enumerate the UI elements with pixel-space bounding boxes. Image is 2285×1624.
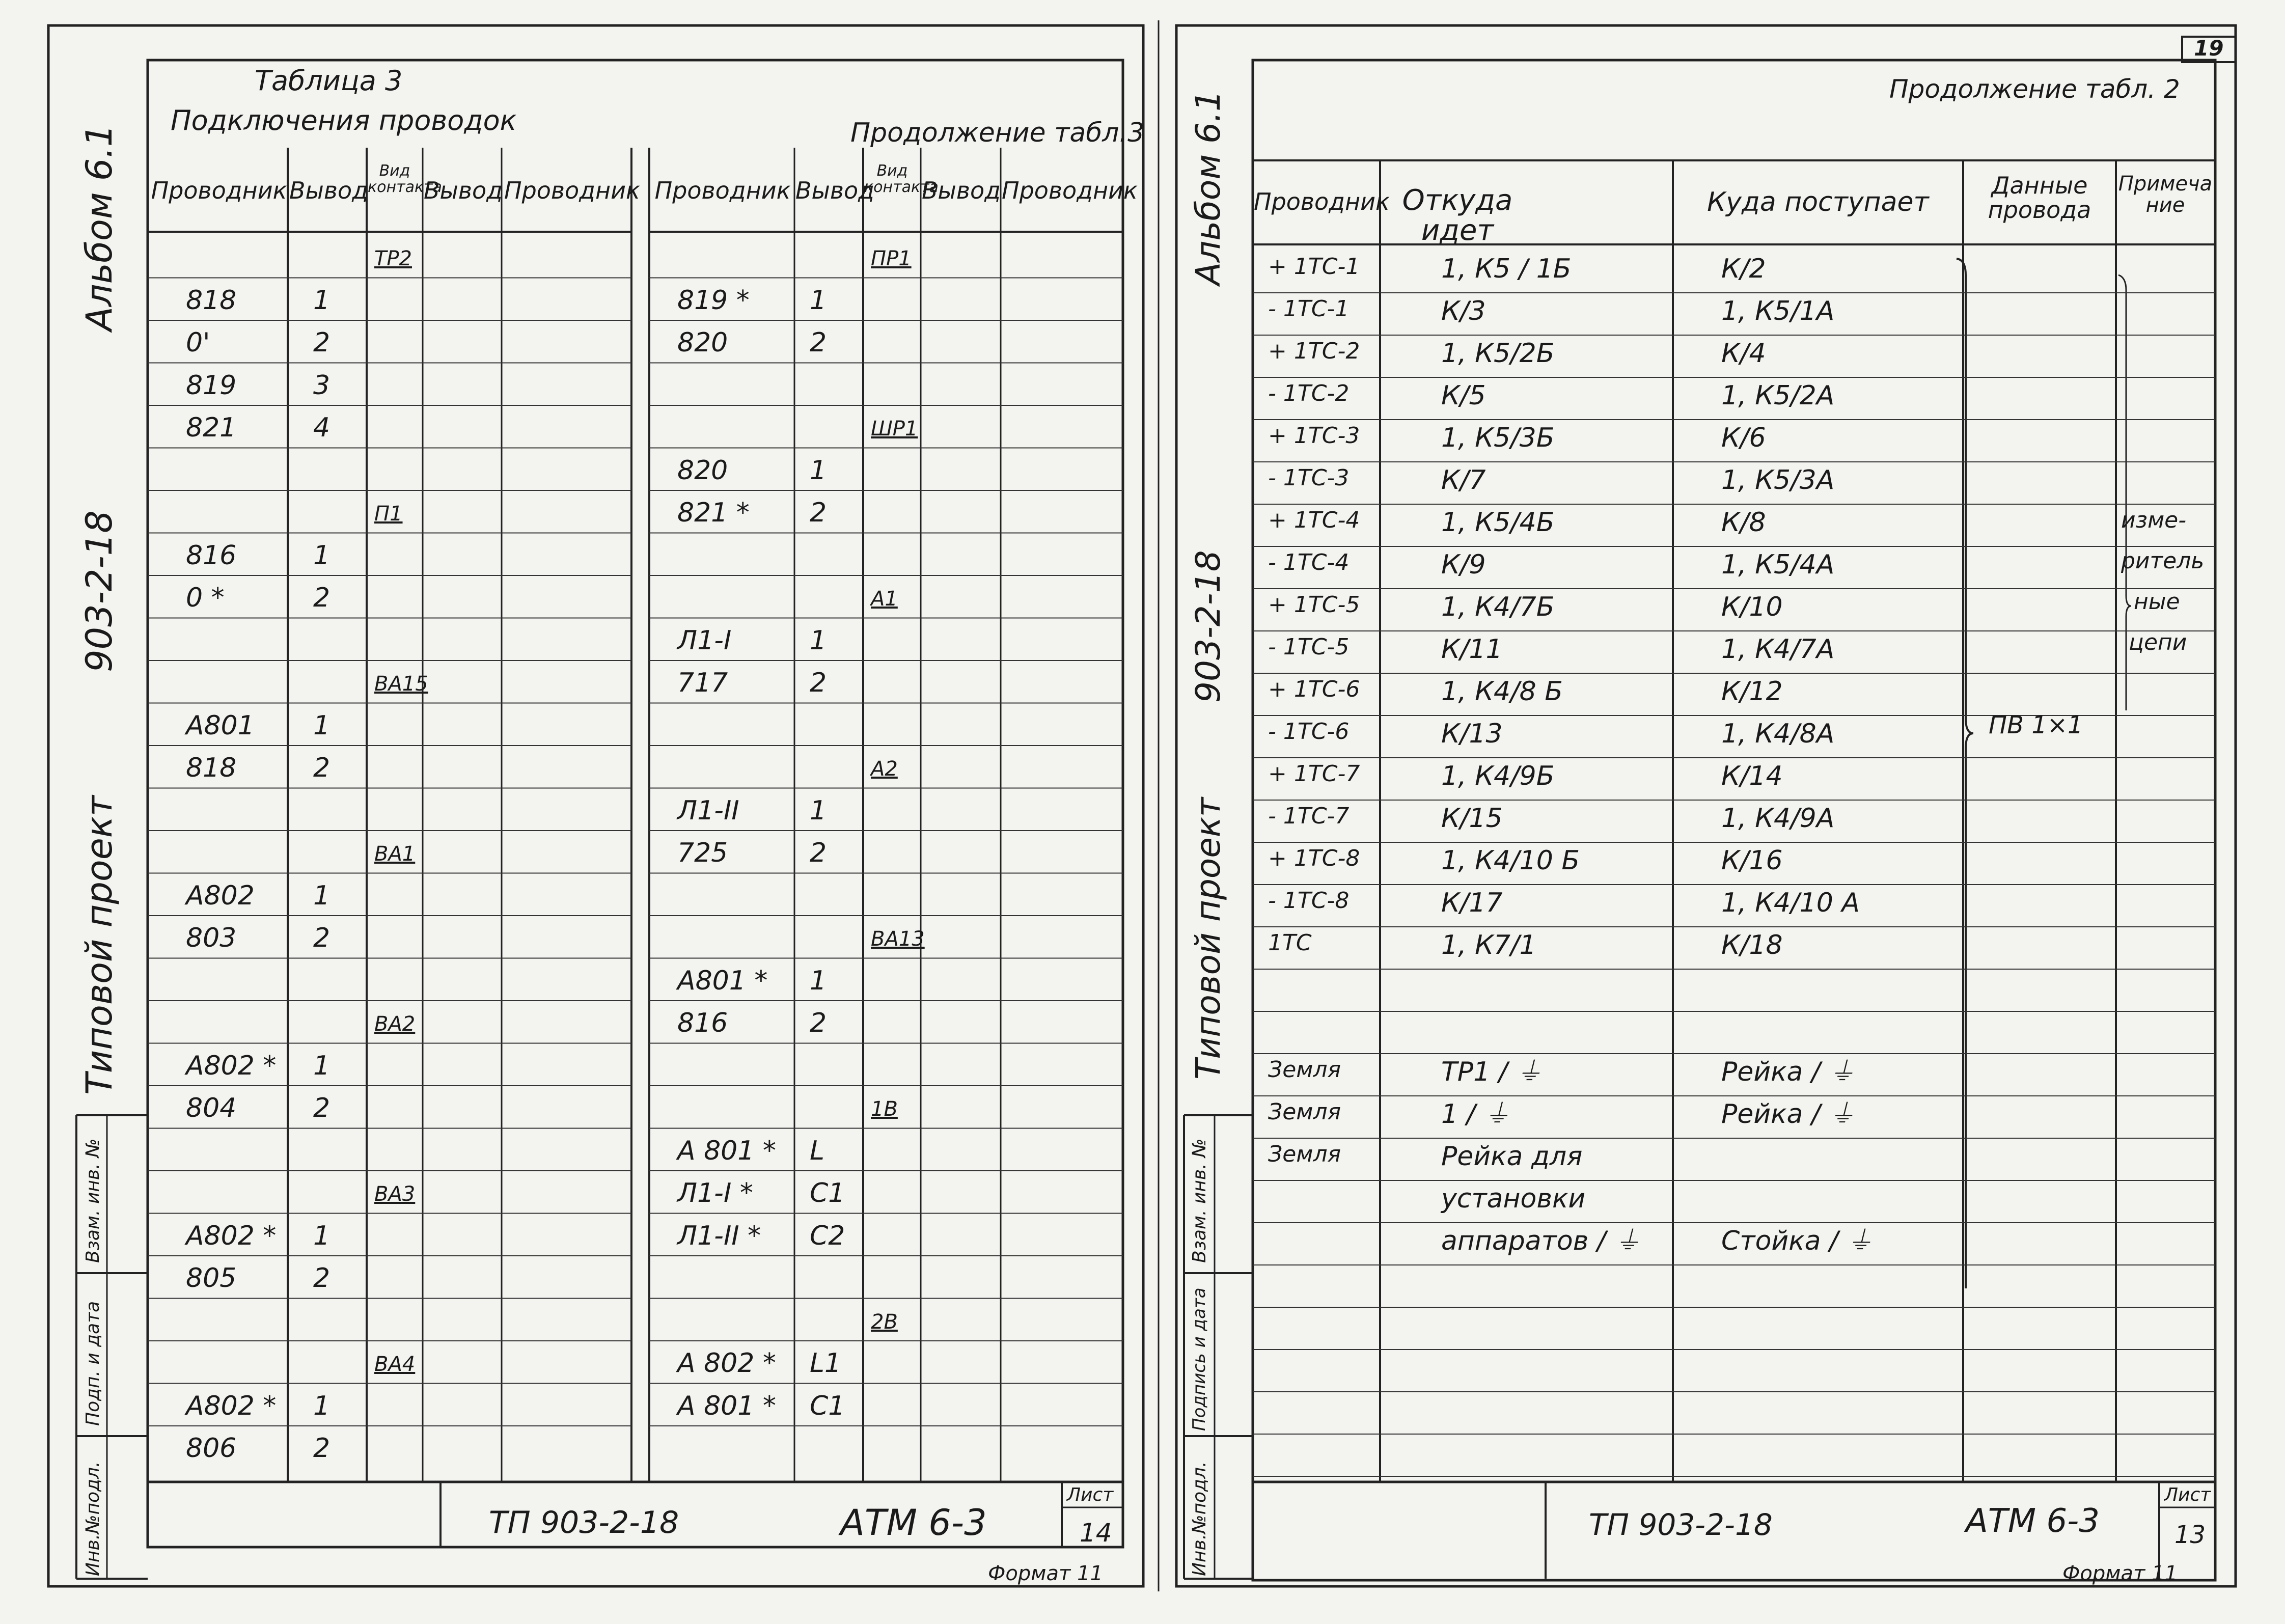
- sheet-number-right: 13: [2174, 1521, 2206, 1549]
- t2-header-conductor-2: Проводник: [1002, 177, 1138, 204]
- continuation-label-right: Продолжение табл. 2: [1889, 74, 2180, 104]
- t2-terminal: 1: [810, 285, 827, 316]
- t2-terminal: С2: [810, 1220, 845, 1251]
- rt-from: 1, К5/2Б: [1441, 338, 1555, 369]
- rt-to: К/12: [1721, 676, 1783, 707]
- t1-contact-type: ВА3: [374, 1182, 416, 1206]
- stamp-inv-right: Инв.№подл.: [1189, 1461, 1210, 1576]
- rt-from: 1, К4/9Б: [1441, 761, 1555, 791]
- rt-to: 1, К4/7А: [1721, 634, 1835, 665]
- t2-terminal: С1: [810, 1178, 845, 1208]
- rt-to: Стойка / ⏚: [1721, 1226, 1874, 1256]
- t1-terminal: 2: [313, 1093, 331, 1123]
- rt-from: аппаратов / ⏚: [1441, 1226, 1641, 1256]
- t2-conductor: Л1-I *: [677, 1178, 753, 1208]
- t1-header-terminal: Вывод: [289, 177, 368, 204]
- t2-terminal: 1: [810, 455, 827, 486]
- rt-conductor: + 1ТС-4: [1268, 507, 1360, 533]
- t1-conductor: 818: [186, 753, 237, 783]
- sheet-label-left: Лист: [1067, 1484, 1114, 1505]
- t2-terminal: 1: [810, 625, 827, 656]
- rt-conductor: - 1ТС-5: [1268, 634, 1350, 660]
- rt-from: К/9: [1441, 549, 1486, 580]
- rt-to: К/6: [1721, 423, 1766, 453]
- rt-conductor: - 1ТС-8: [1268, 888, 1350, 914]
- rt-from: 1, К7/1: [1441, 930, 1536, 960]
- rt-conductor: + 1ТС-2: [1268, 338, 1360, 364]
- t1-contact-type: ВА4: [374, 1353, 416, 1376]
- t1-terminal: 2: [313, 1433, 331, 1464]
- rt-conductor: + 1ТС-6: [1268, 676, 1360, 702]
- rt-from: К/3: [1441, 296, 1486, 326]
- side-album-right: Альбом 6.1: [1189, 90, 1228, 285]
- t2-conductor: 816: [677, 1008, 728, 1038]
- side-project-right: Типовой проект: [1189, 797, 1228, 1080]
- t1-contact-type: ВА1: [374, 842, 416, 866]
- sheet-label-right: Лист: [2164, 1484, 2211, 1505]
- rt-to: К/16: [1721, 845, 1783, 876]
- t2-terminal: L: [810, 1135, 824, 1166]
- t1-terminal: 1: [313, 285, 331, 316]
- rt-header-wire-data: Данные провода: [1988, 172, 2091, 224]
- t2-header-conductor: Проводник: [654, 177, 791, 204]
- t1-conductor: А802 *: [186, 1390, 277, 1421]
- rt-from: К/13: [1441, 719, 1503, 749]
- t1-terminal: 1: [313, 1220, 331, 1251]
- rt-to: К/10: [1721, 592, 1783, 622]
- t2-conductor: А 801 *: [677, 1135, 776, 1166]
- rt-to: К/4: [1721, 338, 1766, 369]
- t1-conductor: 805: [186, 1263, 237, 1293]
- t1-terminal: 2: [313, 583, 331, 613]
- t2-contact-type: А1: [871, 587, 898, 611]
- rt-header-from: Откуда идет: [1402, 184, 1513, 247]
- t1-contact-type: ВА2: [374, 1012, 416, 1036]
- t2-conductor: 820: [677, 455, 728, 486]
- rt-from: установки: [1441, 1183, 1586, 1214]
- t2-conductor: А 802 *: [677, 1348, 776, 1379]
- rt-to: 1, К4/9А: [1721, 803, 1835, 834]
- rt-conductor: Земля: [1268, 1099, 1341, 1125]
- rt-conductor: - 1ТС-6: [1268, 719, 1350, 745]
- t2-terminal: 1: [810, 795, 827, 826]
- t1-conductor: 804: [186, 1093, 237, 1123]
- t2-header-contact-type: Вид контакта: [864, 162, 939, 196]
- t1-conductor: А801: [186, 710, 255, 741]
- t1-header-conductor-2: Проводник: [504, 177, 640, 204]
- rt-from: 1 / ⏚: [1441, 1099, 1510, 1130]
- rt-from: К/7: [1441, 465, 1486, 496]
- t2-terminal: L1: [810, 1348, 842, 1379]
- t1-conductor: 803: [186, 923, 237, 953]
- rt-from: К/5: [1441, 380, 1486, 411]
- t1-conductor: 819: [186, 370, 237, 401]
- t2-terminal: 2: [810, 1008, 827, 1038]
- t2-contact-type: ПР1: [871, 247, 912, 270]
- t1-terminal: 1: [313, 540, 331, 571]
- rt-conductor: - 1ТС-7: [1268, 803, 1350, 829]
- t1-conductor: 818: [186, 285, 237, 316]
- rt-from: 1, К4/8 Б: [1441, 676, 1563, 707]
- rt-from: 1, К5 / 1Б: [1441, 254, 1572, 284]
- t1-conductor: А802 *: [186, 1050, 277, 1081]
- stamp-replace-right: Взам. инв. №: [1189, 1138, 1210, 1263]
- t2-terminal: 2: [810, 668, 827, 698]
- rt-to: 1, К4/8А: [1721, 719, 1835, 749]
- rt-from: К/11: [1441, 634, 1503, 665]
- rt-conductor: + 1ТС-3: [1268, 423, 1360, 449]
- rt-to: 1, К5/4А: [1721, 549, 1835, 580]
- t1-conductor: 806: [186, 1433, 237, 1464]
- note-line-1: изме-: [2121, 507, 2187, 533]
- rt-to: К/18: [1721, 930, 1783, 960]
- t2-header-terminal-2: Вывод: [922, 177, 1001, 204]
- stamp-sign-right: Подпись и дата: [1189, 1287, 1209, 1431]
- t2-terminal: 2: [810, 327, 827, 358]
- t1-header-terminal-2: Вывод: [424, 177, 503, 204]
- stamp-replace-left: Взам. инв. №: [82, 1138, 103, 1263]
- rt-conductor: - 1ТС-2: [1268, 380, 1350, 406]
- t1-terminal: 2: [313, 1263, 331, 1293]
- t2-conductor: Л1-II: [677, 795, 739, 826]
- t2-terminal: С1: [810, 1390, 845, 1421]
- t2-conductor: 820: [677, 327, 728, 358]
- t2-terminal: 1: [810, 965, 827, 996]
- t2-conductor: Л1-I: [677, 625, 732, 656]
- table-subtitle: Подключения проводок: [171, 104, 517, 136]
- rt-to: К/2: [1721, 254, 1766, 284]
- rt-from: 1, К4/7Б: [1441, 592, 1555, 622]
- rt-conductor: + 1ТС-1: [1268, 254, 1360, 280]
- doc-mark-right: АТМ 6-3: [1966, 1502, 2100, 1540]
- rt-to: 1, К5/2А: [1721, 380, 1835, 411]
- continuation-label-left: Продолжение табл.3: [850, 118, 1145, 148]
- note-line-4: цепи: [2129, 629, 2187, 655]
- t1-conductor: 821: [186, 412, 237, 443]
- t2-contact-type: ШР1: [871, 417, 918, 441]
- rt-conductor: - 1ТС-4: [1268, 549, 1350, 575]
- t1-terminal: 1: [313, 1390, 331, 1421]
- t2-conductor: А801 *: [677, 965, 768, 996]
- t1-contact-type: П1: [374, 502, 403, 526]
- format-label-right: Формат 11: [2062, 1562, 2178, 1585]
- t1-header-contact-type: Вид контакта: [368, 162, 442, 196]
- t1-terminal: 1: [313, 1050, 331, 1081]
- rt-conductor: 1ТС: [1268, 930, 1312, 956]
- rt-from: К/15: [1441, 803, 1503, 834]
- t2-conductor: А 801 *: [677, 1390, 776, 1421]
- rt-conductor: + 1ТС-8: [1268, 845, 1360, 871]
- format-label-left: Формат 11: [988, 1562, 1103, 1585]
- note-line-2: ритель: [2121, 548, 2205, 574]
- t2-conductor: Л1-II *: [677, 1220, 761, 1251]
- note-line-3: ные: [2134, 589, 2180, 615]
- rt-to: К/8: [1721, 507, 1766, 538]
- stamp-inv-left: Инв.№подл.: [82, 1461, 103, 1576]
- t1-contact-type: ВА15: [374, 672, 428, 696]
- rt-from: К/17: [1441, 888, 1503, 918]
- rt-conductor: Земля: [1268, 1141, 1341, 1167]
- rt-to: Рейка / ⏚: [1721, 1099, 1855, 1130]
- t2-header-terminal: Вывод: [795, 177, 874, 204]
- side-code-right: 903-2-18: [1189, 550, 1228, 703]
- t2-contact-type: 1В: [871, 1097, 898, 1121]
- rt-conductor: - 1ТС-1: [1268, 296, 1350, 322]
- page-number: 19: [2194, 36, 2224, 61]
- t1-conductor: 816: [186, 540, 237, 571]
- rt-from: 1, К5/3Б: [1441, 423, 1555, 453]
- t2-conductor: 819 *: [677, 285, 750, 316]
- rt-header-conductor: Проводник: [1254, 188, 1390, 215]
- t1-header-conductor: Проводник: [151, 177, 287, 204]
- rt-conductor: + 1ТС-5: [1268, 592, 1360, 618]
- t1-terminal: 1: [313, 710, 331, 741]
- table-title: Таблица 3: [255, 65, 403, 97]
- rt-to: 1, К5/3А: [1721, 465, 1835, 496]
- t1-terminal: 2: [313, 923, 331, 953]
- side-album-left: Альбом 6.1: [78, 124, 120, 331]
- rt-header-note: Примечание: [2118, 172, 2213, 217]
- t2-conductor: 725: [677, 838, 728, 868]
- t2-contact-type: А2: [871, 757, 898, 781]
- t1-terminal: 3: [313, 370, 331, 401]
- t2-terminal: 2: [810, 498, 827, 528]
- rt-from: ТР1 / ⏚: [1441, 1057, 1543, 1087]
- rt-to: 1, К4/10 А: [1721, 888, 1860, 918]
- rt-conductor: Земля: [1268, 1057, 1341, 1083]
- side-project-left: Типовой проект: [78, 795, 120, 1095]
- t1-conductor: А802 *: [186, 1220, 277, 1251]
- t1-terminal: 4: [313, 412, 331, 443]
- t2-conductor: 821 *: [677, 498, 750, 528]
- t1-terminal: 2: [313, 753, 331, 783]
- rt-conductor: - 1ТС-3: [1268, 465, 1350, 491]
- t1-contact-type: ТР2: [374, 247, 412, 270]
- doc-code-right: ТП 903-2-18: [1589, 1507, 1773, 1542]
- doc-code-left: ТП 903-2-18: [489, 1505, 679, 1540]
- side-code-left: 903-2-18: [78, 510, 120, 672]
- t2-conductor: 717: [677, 668, 728, 698]
- doc-mark-left: АТМ 6-3: [840, 1502, 987, 1544]
- t1-conductor: А802: [186, 880, 255, 911]
- t2-terminal: 2: [810, 838, 827, 868]
- sheet-number-left: 14: [1080, 1518, 1112, 1548]
- t2-contact-type: ВА13: [871, 927, 925, 951]
- t1-terminal: 1: [313, 880, 331, 911]
- wire-data-value: ПВ 1×1: [1989, 711, 2083, 739]
- rt-header-to: Куда поступает: [1707, 187, 1929, 217]
- stamp-sign-left: Подп. и дата: [82, 1301, 103, 1426]
- rt-from: 1, К4/10 Б: [1441, 845, 1580, 876]
- rt-conductor: + 1ТС-7: [1268, 761, 1360, 787]
- rt-to: Рейка / ⏚: [1721, 1057, 1855, 1087]
- rt-from: 1, К5/4Б: [1441, 507, 1555, 538]
- t1-conductor: 0': [186, 327, 210, 358]
- rt-from: Рейка для: [1441, 1141, 1583, 1172]
- rt-to: К/14: [1721, 761, 1783, 791]
- t2-contact-type: 2В: [871, 1310, 898, 1334]
- rt-to: 1, К5/1А: [1721, 296, 1835, 326]
- t1-conductor: 0 *: [186, 583, 225, 613]
- t1-terminal: 2: [313, 327, 331, 358]
